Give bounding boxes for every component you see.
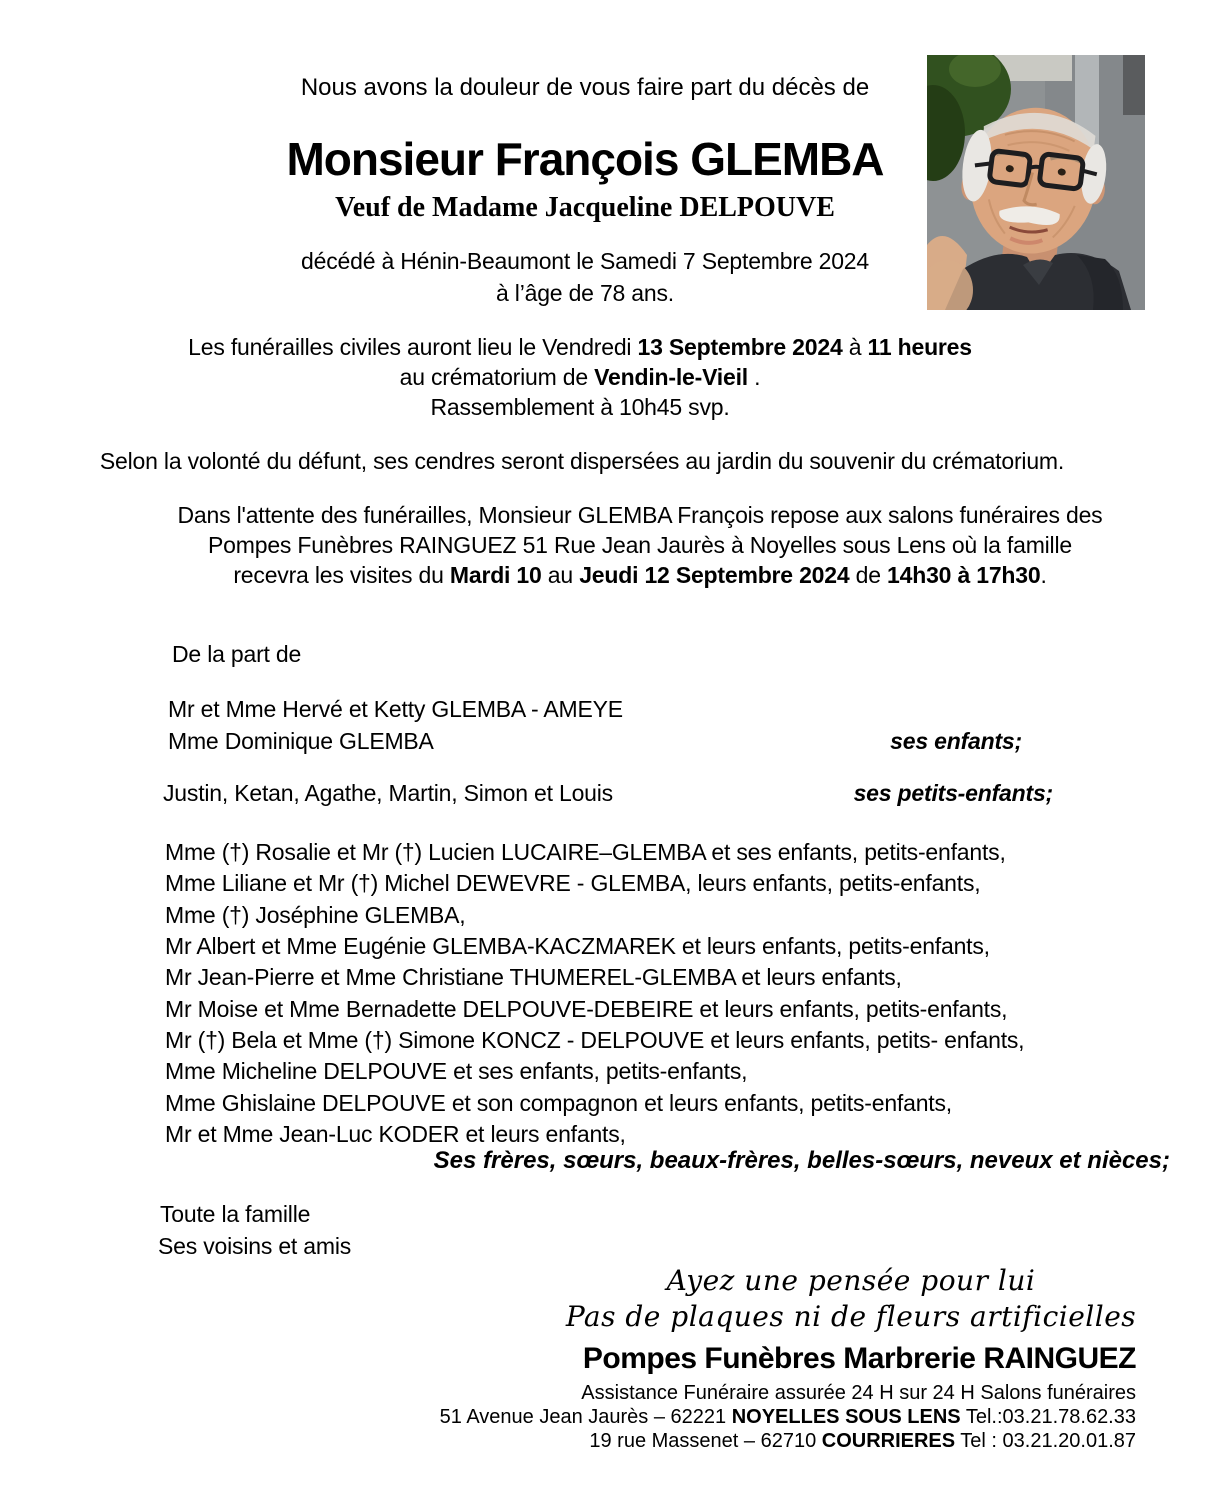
city-courrieres-bold: COURRIERES [821,1430,956,1452]
family-list-item: Mr (†) Bela et Mme (†) Simone KONCZ - DELPOUVE et leurs enfants, petits- enfants, [165,1027,1025,1054]
family-list-item: Mr Moise et Mme Bernadette DELPOUVE-DEBEIRE et leurs enfants, petits-enfants, [165,995,1008,1022]
tribute-thought-line: Ayez une pensée pour lui [666,1264,1036,1297]
assembly-line: Rassemblement à 10h45 svp. [430,394,730,420]
children-relation-label: ses enfants; [890,728,1022,754]
children-names-line-1: Mr et Mme Hervé et Ketty GLEMBA - AMEYE [168,696,623,722]
funeral-date-text: Les funérailles civiles auront lieu le Vendredi [188,334,638,360]
intro-line: Nous avons la douleur de vous faire part du décès de [300,74,870,101]
crematorium-name-bold: Vendin-le-Vieil [594,364,748,390]
funeral-home-assistance-line: Assistance Funéraire assurée 24 H sur 24 H Salons funéraires [581,1382,1136,1404]
closing-neighbors-line: Ses voisins et amis [158,1233,352,1259]
widower-subtitle: Veuf de Madame Jacqueline DELPOUVE [335,192,835,223]
deceased-name-title: Monsieur François GLEMBA [286,133,884,185]
family-list-item: Mr Jean-Pierre et Mme Christiane THUMEREL-GLEMBA et leurs enfants, [165,964,902,991]
repose-line-1: Dans l'attente des funérailles, Monsieur GLEMBA François repose aux salons funéraires des [177,502,1103,528]
funeral-home-address-noyelles: 51 Avenue Jean Jaurès – 62221 NOYELLES SOUS LENS Tel.:03.21.78.62.33 [439,1406,1136,1428]
portrait-photo [927,55,1145,310]
funeral-date-line: Les funérailles civiles auront lieu le Vendredi 13 Septembre 2024 à 11 heures [188,334,972,360]
tribute-no-flowers-line: Pas de plaques ni de fleurs artificielles [565,1300,1137,1333]
family-list-item: Mme (†) Joséphine GLEMBA, [165,901,466,928]
portrait-photo-illustration [927,55,1145,310]
from-heading: De la part de [172,641,302,667]
crematorium-line: au crématorium de Vendin-le-Vieil . [399,364,761,390]
visit-end-bold: Jeudi 12 Septembre 2024 [579,562,850,588]
repose-line-3: recevra les visites du Mardi 10 au Jeudi 12 Septembre 2024 de 14h30 à 17h30. [233,562,1047,588]
closing-family-line: Toute la famille [160,1201,311,1227]
family-list-item: Mme Liliane et Mr (†) Michel DEWEVRE - GLEMBA, leurs enfants, petits-enfants, [165,870,981,897]
ashes-dispersal-line: Selon la volonté du défunt, ses cendres seront dispersées au jardin du souvenir du crématorium. [99,448,1065,474]
funeral-date-bold: 13 Septembre 2024 [637,334,843,360]
children-names-line-2: Mme Dominique GLEMBA [168,728,434,754]
grandchildren-relation-label: ses petits-enfants; [853,780,1053,806]
siblings-relation-label: Ses frères, sœurs, beaux-frères, belles-sœurs, neveux et nièces; [433,1147,1170,1174]
death-place-date: décédé à Hénin-Beaumont le Samedi 7 Septembre 2024 [301,248,869,274]
funeral-home-address-courrieres: 19 rue Massenet – 62710 COURRIERES Tel : 03.21.20.01.87 [589,1430,1136,1452]
family-list-item: Mme Ghislaine DELPOUVE et son compagnon et leurs enfants, petits-enfants, [165,1089,952,1116]
funeral-home-name: Pompes Funèbres Marbrerie RAINGUEZ [582,1342,1136,1375]
visit-hours-bold: 14h30 à 17h30 [887,562,1041,588]
repose-line-2: Pompes Funèbres RAINGUEZ 51 Rue Jean Jaurès à Noyelles sous Lens où la famille [208,532,1072,558]
city-noyelles-bold: NOYELLES SOUS LENS [731,1406,961,1428]
grandchildren-names-line: Justin, Ketan, Agathe, Martin, Simon et Louis [163,780,613,806]
family-list [165,837,1024,1150]
death-age: à l’âge de 78 ans. [496,280,674,306]
visit-start-bold: Mardi 10 [449,562,542,588]
family-list-item: Mr Albert et Mme Eugénie GLEMBA-KACZMAREK et leurs enfants, petits-enfants, [165,933,990,960]
family-list-item: Mme (†) Rosalie et Mr (†) Lucien LUCAIRE–GLEMBA et ses enfants, petits-enfants, [165,839,1006,865]
family-list-item: Mr et Mme Jean-Luc KODER et leurs enfants, [165,1121,626,1148]
family-list-item: Mme Micheline DELPOUVE et ses enfants, petits-enfants, [165,1058,748,1085]
funeral-hour-bold: 11 heures [867,334,972,360]
